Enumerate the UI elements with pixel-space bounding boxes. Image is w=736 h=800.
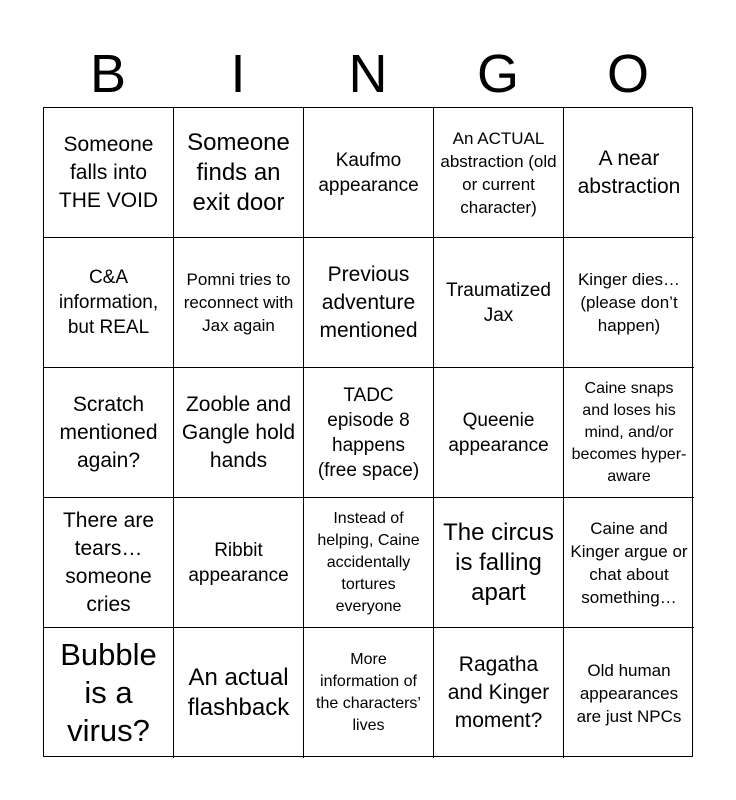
cell-text: C&A information, but REAL [58, 267, 159, 338]
bingo-cell-r2c4 [434, 238, 564, 368]
bingo-cell-r5c5 [564, 628, 694, 758]
header-letter-n: N [348, 44, 388, 104]
bingo-cell-r1c1 [44, 108, 174, 238]
cell-text: A near abstraction [577, 146, 681, 198]
bingo-cell-r4c1 [44, 498, 174, 628]
cell-text: Caine snaps and loses his mind, and/or becomes hyper-aware [571, 379, 687, 485]
cell-text: Ragatha and Kinger moment? [447, 653, 550, 732]
cell-text: The circus is falling apart [443, 518, 554, 606]
header-letter-o: O [606, 44, 649, 104]
cell-text: Someone falls into THE VOID [58, 132, 159, 212]
bingo-cell-r3c4 [434, 368, 564, 498]
cell-text: Kinger dies… (please don’t happen) [577, 270, 681, 335]
header-letter-g: G [476, 44, 519, 104]
cell-text: Queenie appearance [448, 409, 549, 456]
cell-text: Instead of helping, Caine accidentally tortures everyone [317, 509, 420, 615]
bingo-cell-r2c2 [174, 238, 304, 368]
cell-text: Caine and Kinger argue or chat about something… [570, 518, 688, 607]
bingo-cell-r5c4 [434, 628, 564, 758]
header-letter-b: B [89, 44, 127, 104]
cell-text: An actual flashback [187, 664, 290, 721]
bingo-cell-r4c4 [434, 498, 564, 628]
cell-text: Kaufmo appearance [318, 149, 419, 196]
bingo-cell-r1c2 [174, 108, 304, 238]
cell-text: Bubble is a virus? [60, 637, 157, 748]
bingo-cell-r4c3 [304, 498, 434, 628]
bingo-cell-r3c3 [304, 368, 434, 498]
bingo-cell-r4c5 [564, 498, 694, 628]
cell-text: Previous adventure mentioned [319, 262, 418, 342]
cell-text: There are tears… someone cries [62, 508, 155, 616]
bingo-cell-r5c3 [304, 628, 434, 758]
bingo-cell-r5c2 [174, 628, 304, 758]
cell-text: Ribbit appearance [188, 539, 289, 586]
bingo-cell-r3c1 [44, 368, 174, 498]
bingo-grid [43, 107, 693, 757]
bingo-cell-r2c1 [44, 238, 174, 368]
header-letter-i: I [230, 44, 246, 104]
bingo-cell-r2c5 [564, 238, 694, 368]
bingo-cell-r1c4 [434, 108, 564, 238]
bingo-cell-r1c5 [564, 108, 694, 238]
cell-text: Someone finds an exit door [187, 128, 290, 216]
bingo-header [43, 40, 693, 108]
bingo-cell-r4c2 [174, 498, 304, 628]
cell-text: Zooble and Gangle hold hands [181, 392, 296, 472]
cell-text: TADC episode 8 happens (free space) [317, 384, 420, 481]
bingo-cell-r5c1 [44, 628, 174, 758]
bingo-cell-r3c5 [564, 368, 694, 498]
bingo-cell-r1c3 [304, 108, 434, 238]
bingo-cell-r3c2 [174, 368, 304, 498]
cell-text: Traumatized Jax [446, 279, 551, 326]
bingo-cell-r2c3 [304, 238, 434, 368]
cell-text: An ACTUAL abstraction (old or current character) [440, 128, 557, 217]
cell-text: More information of the characters’ lives [316, 651, 421, 734]
cell-text: Old human appearances are just NPCs [576, 660, 682, 726]
cell-text: Scratch mentioned again? [59, 392, 158, 472]
cell-text: Pomni tries to reconnect with Jax again [183, 270, 294, 335]
